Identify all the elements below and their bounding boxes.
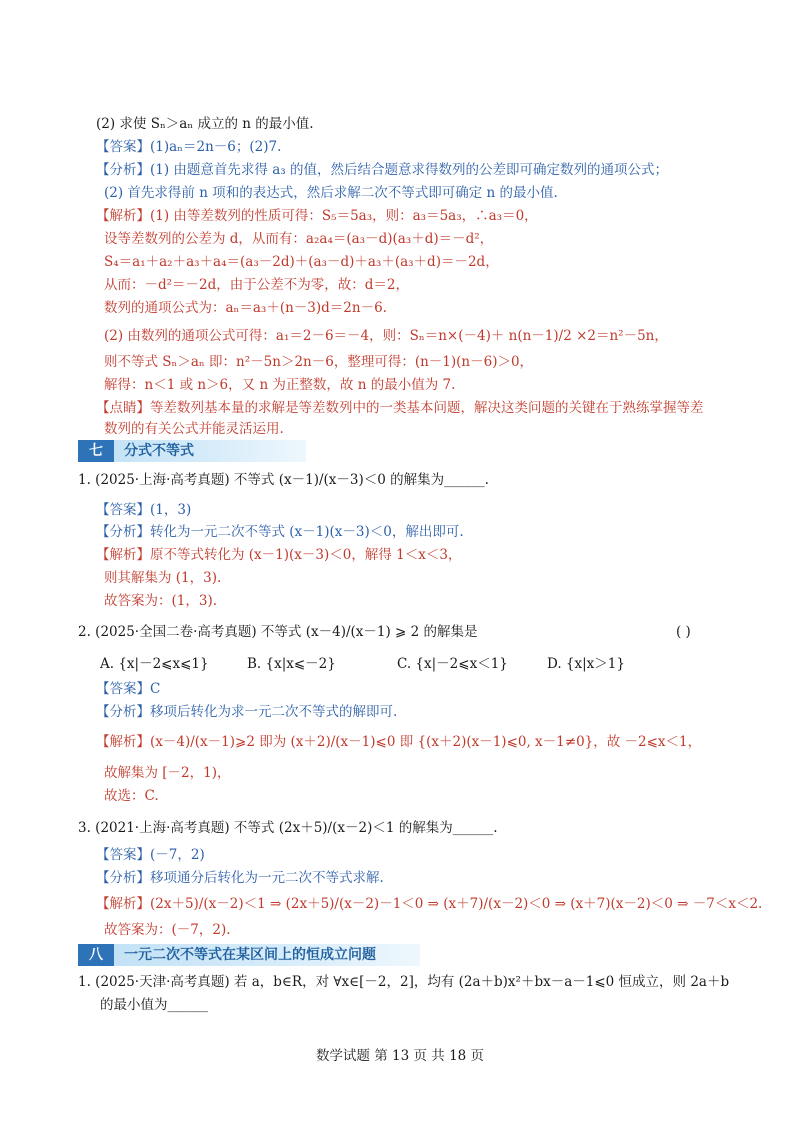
option-b: B. {x|x⩽－2} — [247, 656, 336, 672]
problem-2-solution-1: 【解析】(x－4)/(x－1)⩾2 即为 (x＋2)/(x－1)⩽0 即 {(x＋2)(x－1)⩽0, x－1≠0}，故 －2⩽x＜1， — [96, 734, 702, 750]
problem-3-question: 3. (2021·上海·高考真题) 不等式 (2x＋5)/(x－2)＜1 的解集为______. — [78, 820, 498, 836]
problem-2-answer: 【答案】C — [96, 681, 161, 697]
solution-line-1: 【解析】(1) 由等差数列的性质可得：S₅＝5a₃，则：a₃＝5a₃，∴a₃＝0， — [96, 208, 538, 224]
solution-line-7: 则不等式 Sₙ＞aₙ 即：n²－5n＞2n－6，整理可得：(n－1)(n－6)＞0， — [104, 354, 534, 370]
section-header-8 — [78, 944, 420, 966]
note-line-2: 数列的有关公式并能灵活运用. — [104, 421, 284, 437]
answer-line: 【答案】(1)aₙ＝2n－6；(2)7. — [96, 139, 282, 155]
analysis-line-1: 【分析】(1) 由题意首先求得 a₃ 的值，然后结合题意求得数列的公差即可确定数列的通项公式； — [96, 162, 668, 178]
section-title: 分式不等式 — [124, 443, 194, 459]
option-a: A. {x|－2⩽x⩽1} — [100, 656, 209, 672]
problem-3-solution-1: 【解析】(2x＋5)/(x－2)＜1 ⇒ (2x＋5)/(x－2)－1＜0 ⇒ (x＋7)/(x－2)＜0 ⇒ (x＋7)(x－2)＜0 ⇒ －7＜x＜2. — [96, 896, 763, 912]
option-d: D. {x|x＞1} — [547, 656, 625, 672]
problem-3-analysis: 【分析】移项通分后转化为一元二次不等式求解. — [96, 870, 384, 886]
analysis-line-2: (2) 首先求得前 n 项和的表达式，然后求解二次不等式即可确定 n 的最小值. — [104, 185, 558, 201]
page-footer: 数学试题 第 13 页 共 18 页 — [315, 1048, 485, 1064]
problem-1-answer: 【答案】(1，3) — [96, 502, 192, 518]
section-number: 八 — [78, 944, 114, 966]
solution-line-8: 解得：n＜1 或 n＞6，又 n 为正整数，故 n 的最小值为 7. — [104, 377, 456, 393]
section-number: 七 — [78, 440, 114, 462]
problem-2-analysis: 【分析】移项后转化为求一元二次不等式的解即可. — [96, 704, 398, 720]
problem-1-solution-1: 【解析】原不等式转化为 (x－1)(x－3)＜0，解得 1＜x＜3， — [96, 547, 462, 563]
note-line-1: 【点睛】等差数列基本量的求解是等差数列中的一类基本问题，解决这类问题的关键在于熟练掌握等差 — [96, 400, 704, 416]
solution-line-6: (2) 由数列的通项公式可得：a₁＝2－6＝－4，则：Sₙ＝n×(－4)＋ n(n－1)/2 ×2＝n²－5n， — [104, 328, 668, 344]
problem-3-answer: 【答案】(－7，2) — [96, 847, 205, 863]
option-c: C. {x|－2⩽x＜1} — [397, 656, 508, 672]
problem-1-question: 1. (2025·上海·高考真题) 不等式 (x－1)/(x－3)＜0 的解集为______. — [78, 472, 489, 488]
problem-2-solution-2: 故解集为 [－2，1)， — [104, 765, 231, 781]
solution-line-3: S₄＝a₁＋a₂＋a₃＋a₄＝(a₃－2d)＋(a₃－d)＋a₃＋(a₃＋d)＝－2d， — [104, 254, 499, 270]
problem-2-question: 2. (2025·全国二卷·高考真题) 不等式 (x－4)/(x－1) ⩾ 2 的解集是 — [78, 624, 478, 640]
question-part-2: (2) 求使 Sₙ＞aₙ 成立的 n 的最小值. — [96, 116, 314, 132]
problem-4-question-line-1: 1. (2025·天津·高考真题) 若 a，b∈R，对 ∀x∈[－2，2]，均有 (2a＋b)x²＋bx－a－1⩽0 恒成立，则 2a＋b — [78, 974, 730, 990]
section-header-7 — [78, 440, 306, 462]
answer-bracket: ( ) — [676, 624, 691, 640]
solution-line-4: 从而：－d²＝－2d，由于公差不为零，故：d＝2， — [104, 277, 410, 293]
problem-1-solution-3: 故答案为：(1，3). — [104, 593, 218, 609]
solution-line-5: 数列的通项公式为：aₙ＝a₃＋(n－3)d＝2n－6. — [104, 300, 387, 316]
problem-3-solution-2: 故答案为：(－7，2). — [104, 922, 231, 938]
problem-4-question-line-2: 的最小值为______ — [100, 997, 208, 1013]
section-title: 一元二次不等式在某区间上的恒成立问题 — [124, 947, 376, 963]
solution-line-2: 设等差数列的公差为 d，从而有：a₂a₄＝(a₃－d)(a₃＋d)＝－d²， — [104, 231, 494, 247]
problem-1-analysis: 【分析】转化为一元二次不等式 (x－1)(x－3)＜0，解出即可. — [96, 524, 464, 540]
problem-2-solution-3: 故选：C. — [104, 788, 159, 804]
problem-1-solution-2: 则其解集为 (1，3). — [104, 570, 222, 586]
